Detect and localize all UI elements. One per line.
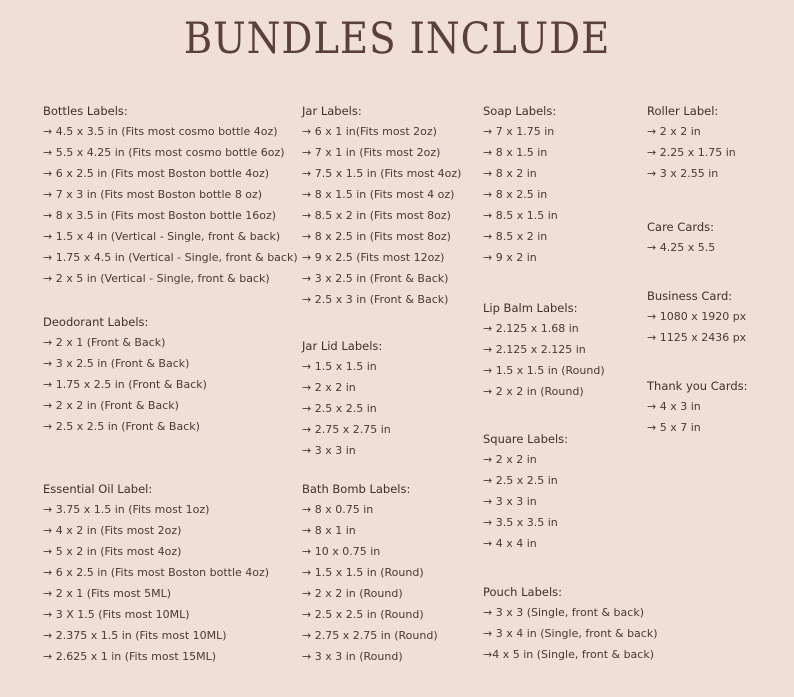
list-item: → 7.5 x 1.5 in (Fits most 4oz) bbox=[302, 167, 462, 180]
group-soap-labels bbox=[483, 104, 558, 272]
list-item: →4 x 5 in (Single, front & back) bbox=[483, 648, 655, 661]
group-jar-labels bbox=[302, 104, 461, 314]
page-title: BUNDLES INCLUDE bbox=[183, 14, 611, 64]
list-item: → 3 X 1.5 (Fits most 10ML) bbox=[43, 608, 190, 621]
group-care-cards bbox=[647, 220, 715, 262]
group-title: Thank you Cards: bbox=[647, 379, 748, 393]
group-title: Lip Balm Labels: bbox=[483, 301, 578, 315]
list-item: → 8 x 1.5 in (Fits most 4 oz) bbox=[302, 188, 455, 201]
list-item: → 6 x 1 in(Fits most 2oz) bbox=[302, 125, 437, 138]
list-item: → 8 x 2.5 in bbox=[483, 188, 548, 201]
list-item: → 4.5 x 3.5 in (Fits most cosmo bottle 4oz) bbox=[43, 125, 278, 138]
list-item: → 8 x 1.5 in bbox=[483, 146, 548, 159]
group-pouch-labels bbox=[483, 585, 658, 669]
list-item: → 9 x 2 in bbox=[483, 251, 537, 264]
group-thank-you-cards bbox=[647, 379, 748, 442]
group-business-card bbox=[647, 289, 746, 352]
list-item: → 2.5 x 2.5 in (Round) bbox=[302, 608, 424, 621]
list-item: → 1.5 x 1.5 in (Round) bbox=[483, 364, 605, 377]
list-item: → 3.75 x 1.5 in (Fits most 1oz) bbox=[43, 503, 210, 516]
list-item: → 3 x 2.5 in (Front & Back) bbox=[43, 357, 190, 370]
list-item: → 5 x 7 in bbox=[647, 421, 701, 434]
group-bath-bomb-labels bbox=[302, 482, 438, 671]
list-item: → 2 x 2 in bbox=[483, 453, 537, 466]
list-item: → 2.75 x 2.75 in bbox=[302, 423, 391, 436]
group-title: Jar Lid Labels: bbox=[302, 339, 383, 353]
list-item: → 3 x 2.5 in (Front & Back) bbox=[302, 272, 449, 285]
group-title: Deodorant Labels: bbox=[43, 315, 149, 329]
list-item: → 2.125 x 1.68 in bbox=[483, 322, 579, 335]
list-item: → 2 x 1 (Fits most 5ML) bbox=[43, 587, 172, 600]
list-item: → 2 x 2 in bbox=[647, 125, 701, 138]
list-item: → 1.5 x 1.5 in bbox=[302, 360, 377, 373]
group-essential-oil-label bbox=[43, 482, 269, 671]
group-title: Bottles Labels: bbox=[43, 104, 128, 118]
group-lip-balm-labels bbox=[483, 301, 605, 406]
list-item: → 1.5 x 1.5 in (Round) bbox=[302, 566, 424, 579]
group-title: Business Card: bbox=[647, 289, 733, 303]
list-item: → 2.25 x 1.75 in bbox=[647, 146, 736, 159]
list-item: → 3 x 3 (Single, front & back) bbox=[483, 606, 644, 619]
list-item: → 3 x 4 in (Single, front & back) bbox=[483, 627, 658, 640]
list-item: → 1.75 x 2.5 in (Front & Back) bbox=[43, 378, 207, 391]
list-item: → 2.5 x 2.5 in bbox=[302, 402, 377, 415]
list-item: → 5.5 x 4.25 in (Fits most cosmo bottle 6oz) bbox=[43, 146, 285, 159]
list-item: → 1080 x 1920 px bbox=[647, 310, 747, 323]
group-title: Roller Label: bbox=[647, 104, 719, 118]
list-item: → 8.5 x 1.5 in bbox=[483, 209, 558, 222]
list-item: → 4 x 2 in (Fits most 2oz) bbox=[43, 524, 182, 537]
list-item: → 4.25 x 5.5 bbox=[647, 241, 716, 254]
list-item: → 3.5 x 3.5 in bbox=[483, 516, 558, 529]
list-item: → 2.125 x 2.125 in bbox=[483, 343, 586, 356]
list-item: → 6 x 2.5 in (Fits most Boston bottle 4oz) bbox=[43, 167, 270, 180]
list-item: → 1125 x 2436 px bbox=[647, 331, 747, 344]
group-title: Essential Oil Label: bbox=[43, 482, 153, 496]
list-item: → 3 x 3 in bbox=[483, 495, 537, 508]
list-item: → 5 x 2 in (Fits most 4oz) bbox=[43, 545, 182, 558]
group-deodorant-labels bbox=[43, 315, 207, 441]
list-item: → 2 x 2 in (Front & Back) bbox=[43, 399, 179, 412]
list-item: → 7 x 1 in (Fits most 2oz) bbox=[302, 146, 441, 159]
list-item: → 2.5 x 3 in (Front & Back) bbox=[302, 293, 449, 306]
group-square-labels bbox=[483, 432, 568, 558]
list-item: → 3 x 3 in bbox=[302, 444, 356, 457]
list-item: → 2.375 x 1.5 in (Fits most 10ML) bbox=[43, 629, 227, 642]
list-item: → 6 x 2.5 in (Fits most Boston bottle 4oz) bbox=[43, 566, 270, 579]
group-title: Pouch Labels: bbox=[483, 585, 563, 599]
list-item: → 3 x 2.55 in bbox=[647, 167, 719, 180]
list-item: → 8 x 2.5 in (Fits most 8oz) bbox=[302, 230, 451, 243]
group-roller-label bbox=[647, 104, 736, 188]
list-item: → 10 x 0.75 in bbox=[302, 545, 381, 558]
list-item: → 8 x 3.5 in (Fits most Boston bottle 16oz) bbox=[43, 209, 277, 222]
list-item: → 2.625 x 1 in (Fits most 15ML) bbox=[43, 650, 217, 663]
list-item: → 7 x 1.75 in bbox=[483, 125, 555, 138]
list-item: → 4 x 4 in bbox=[483, 537, 537, 550]
list-item: → 4 x 3 in bbox=[647, 400, 701, 413]
list-item: → 8.5 x 2 in bbox=[483, 230, 548, 243]
group-jar-lid-labels bbox=[302, 339, 391, 465]
group-title: Square Labels: bbox=[483, 432, 569, 446]
list-item: → 7 x 3 in (Fits most Boston bottle 8 oz) bbox=[43, 188, 263, 201]
list-item: → 8 x 1 in bbox=[302, 524, 356, 537]
list-item: → 2 x 5 in (Vertical - Single, front & back) bbox=[43, 272, 270, 285]
list-item: → 2.5 x 2.5 in bbox=[483, 474, 558, 487]
list-item: → 8 x 0.75 in bbox=[302, 503, 374, 516]
list-item: → 8 x 2 in bbox=[483, 167, 537, 180]
group-title: Bath Bomb Labels: bbox=[302, 482, 411, 496]
list-item: → 2 x 2 in (Round) bbox=[302, 587, 403, 600]
list-item: → 2 x 1 (Front & Back) bbox=[43, 336, 166, 349]
list-item: → 1.75 x 4.5 in (Vertical - Single, front & back) bbox=[43, 251, 298, 264]
list-item: → 2 x 2 in (Round) bbox=[483, 385, 584, 398]
list-item: → 2.75 x 2.75 in (Round) bbox=[302, 629, 438, 642]
group-title: Care Cards: bbox=[647, 220, 715, 234]
group-bottles-labels bbox=[43, 104, 298, 293]
list-item: → 2.5 x 2.5 in (Front & Back) bbox=[43, 420, 200, 433]
list-item: → 9 x 2.5 (Fits most 12oz) bbox=[302, 251, 445, 264]
group-title: Soap Labels: bbox=[483, 104, 557, 118]
list-item: → 8.5 x 2 in (Fits most 8oz) bbox=[302, 209, 451, 222]
list-item: → 3 x 3 in (Round) bbox=[302, 650, 403, 663]
list-item: → 1.5 x 4 in (Vertical - Single, front & back) bbox=[43, 230, 281, 243]
list-item: → 2 x 2 in bbox=[302, 381, 356, 394]
group-title: Jar Labels: bbox=[302, 104, 362, 118]
